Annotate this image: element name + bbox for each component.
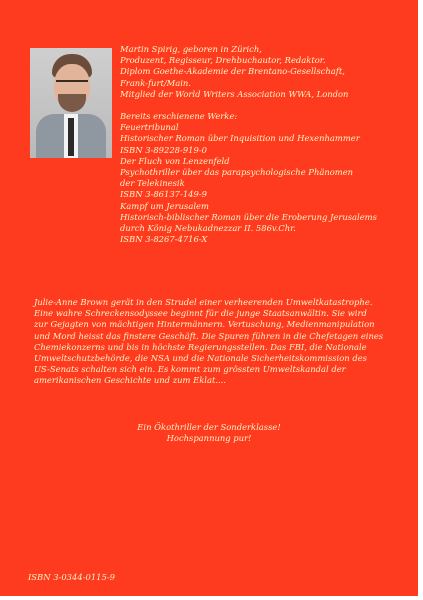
author-bio [120, 44, 410, 245]
blurb-line: US-Senats schalten sich ein. Es kommt zum grössten Umweltskandal der [34, 364, 346, 375]
work-line: Der Fluch von Lenzenfeld [120, 155, 230, 166]
photo-tie [68, 118, 74, 156]
book-blurb [34, 297, 399, 387]
work-line: durch König Nebukadnezzar II. 586v.Chr. [120, 223, 296, 234]
bio-line: Diplom Goethe-Akademie der Brentano-Gesellschaft, [120, 66, 345, 77]
works-heading: Bereits erschienene Werke: [120, 111, 238, 122]
work-line: Psychothriller über das parapsychologische Phänomen [120, 167, 354, 178]
work-line: ISBN 3-89228-919-0 [120, 144, 207, 155]
work-line: Feuertribunal [120, 122, 179, 133]
blurb-line: Eine wahre Schreckensodyssee beginnt für die junge Staatsanwältin. Sie wird [34, 308, 367, 319]
tagline [0, 422, 418, 444]
work-line: ISBN 3-8267-4716-X [120, 234, 208, 245]
work-line: Historisch-biblischer Roman über die Eroberung Jerusalems [120, 211, 377, 222]
photo-glasses [56, 80, 88, 90]
bio-line: Produzent, Regisseur, Drehbuchautor, Redaktor. [120, 55, 326, 66]
blurb-line: Julie-Anne Brown gerät in den Strudel einer verheerenden Umweltkatastrophe. [34, 297, 373, 307]
isbn-label: ISBN 3-0344-0115-9 [28, 572, 115, 582]
work-line: der Telekinesik [120, 178, 185, 189]
blurb-line: und Mord heisst das finstere Geschäft. Die Spuren führen in die Chefetagen eines [34, 330, 384, 341]
bio-line: Mitglied der World Writers Association WWA, London [120, 88, 349, 99]
blurb-line: Umweltschutzbehörde, die NSA und die Nationale Sicherheitskommission des [34, 353, 367, 364]
author-photo [30, 48, 112, 158]
tagline-line: Ein Ökothriller der Sonderklasse! [137, 422, 281, 432]
blurb-line: zur Gejagten von mächtigen Hintermännern. Vertuschung, Medienmanipulation [34, 319, 375, 330]
bio-line: Martin Spirig, geboren in Zürich, [120, 44, 262, 54]
work-line: ISBN 3-86137-149-9 [120, 189, 207, 200]
bio-line: Frank-furt/Main. [120, 77, 191, 88]
work-line: Kampf um Jerusalem [120, 200, 209, 211]
work-line: Historischer Roman über Inquisition und Hexenhammer [120, 133, 360, 144]
blurb-line: Chemiekonzerns und bis in höchste Regierungsstellen. Das FBI, die Nationale [34, 341, 367, 352]
tagline-line: Hochspannung pur! [166, 433, 252, 444]
photo-beard [58, 94, 86, 112]
blurb-line: amerikanischen Geschichte und zum Eklat.... [34, 375, 226, 386]
